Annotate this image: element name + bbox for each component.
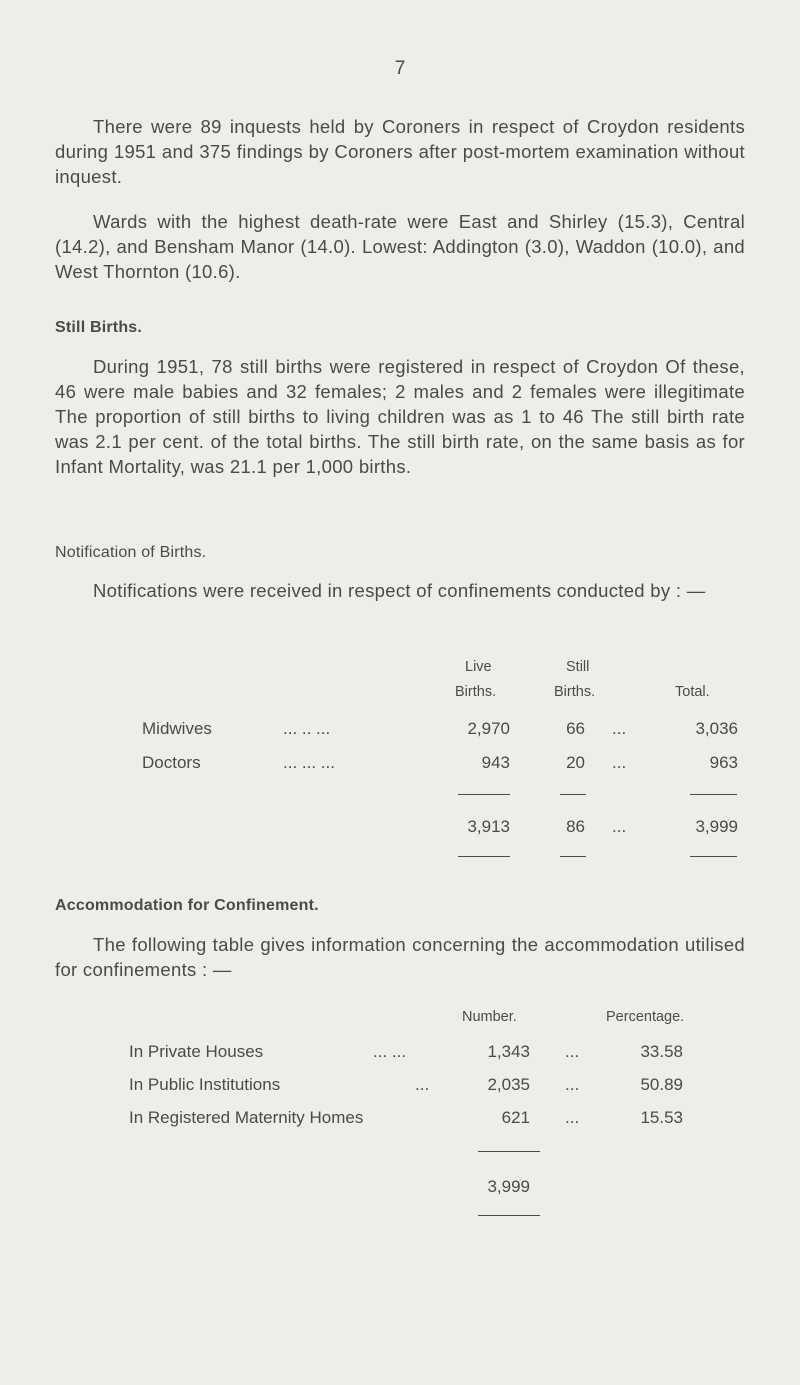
row-label: In Private Houses (129, 1042, 264, 1061)
leader-dots: ... (612, 719, 627, 738)
row-label: Midwives (142, 719, 212, 738)
still-births-value: 20 (566, 753, 585, 772)
leader-dots: ... ... (373, 1042, 407, 1061)
percentage-value: 33.58 (640, 1042, 683, 1061)
page-number: 7 (394, 58, 406, 79)
leader-dots: ... (565, 1042, 580, 1061)
notifications-paragraph: Notifications were received in respect of confinements conducted by : — (93, 580, 706, 601)
accommodation-paragraph: The following table gives information concerning the accommodation utilised for confinements : — (55, 934, 745, 980)
still-births-header-line2: Births. (554, 684, 596, 700)
total-value: 963 (709, 753, 738, 772)
leader-dots: ... (415, 1075, 430, 1094)
number-header: Number. (462, 1009, 517, 1025)
live-births-total: 3,913 (467, 817, 510, 836)
notification-heading: Notification of Births. (55, 544, 207, 561)
grand-total: 3,999 (695, 817, 738, 836)
percentage-header: Percentage. (606, 1009, 685, 1025)
still-births-header-line1: Still (566, 659, 590, 675)
leader-dots: ... (612, 753, 627, 772)
rule (690, 794, 737, 795)
still-births-total: 86 (566, 817, 585, 836)
still-births-value: 66 (566, 719, 585, 738)
rule (560, 794, 586, 795)
still-births-heading: Still Births. (55, 319, 143, 336)
inquests-paragraph: There were 89 inquests held by Coroners in respect of Croydon residents during 1951 and 375 findings by Coroners after post-mortem examination without inquest. (55, 116, 745, 187)
rule (560, 856, 586, 857)
live-births-header-line2: Births. (455, 684, 497, 700)
leader-dots: ... (612, 817, 627, 836)
still-births-paragraph: During 1951, 78 still births were registered in respect of Croydon Of these, 46 were male babies and 32 females; 2 males and 2 females were illegitimate The proportion of still births to living children was as 1 to 46 The still birth rate was 2.1 per cent. of the total births. The still birth rate, on the same basis as for Infant Mortality, was 21.1 per 1,000 births. (55, 356, 745, 477)
leader-dots: ... .. ... (283, 719, 331, 738)
number-value: 621 (501, 1108, 530, 1127)
rule (690, 856, 737, 857)
rule (458, 794, 510, 795)
live-births-value: 2,970 (467, 719, 510, 738)
accommodation-total: 3,999 (487, 1177, 530, 1196)
percentage-value: 50.89 (640, 1075, 683, 1094)
live-births-header-line1: Live (465, 659, 492, 675)
wards-paragraph: Wards with the highest death-rate were East and Shirley (15.3), Central (14.2), and Bensham Manor (14.0). Lowest: Addington (3.0), Waddon (10.0), and West Thornton (10.6). (55, 211, 745, 282)
number-value: 2,035 (487, 1075, 530, 1094)
leader-dots: ... (565, 1075, 580, 1094)
total-value: 3,036 (695, 719, 738, 738)
row-label: Doctors (142, 753, 201, 772)
percentage-value: 15.53 (640, 1108, 683, 1127)
total-header: Total. (675, 684, 710, 700)
row-label: In Public Institutions (129, 1075, 281, 1094)
row-label: In Registered Maternity Homes (129, 1108, 364, 1127)
rule (458, 856, 510, 857)
leader-dots: ... (565, 1108, 580, 1127)
accommodation-heading: Accommodation for Confinement. (55, 897, 319, 914)
rule (478, 1151, 540, 1152)
number-value: 1,343 (487, 1042, 530, 1061)
live-births-value: 943 (481, 753, 510, 772)
rule (478, 1215, 540, 1216)
leader-dots: ... ... ... (283, 753, 335, 772)
